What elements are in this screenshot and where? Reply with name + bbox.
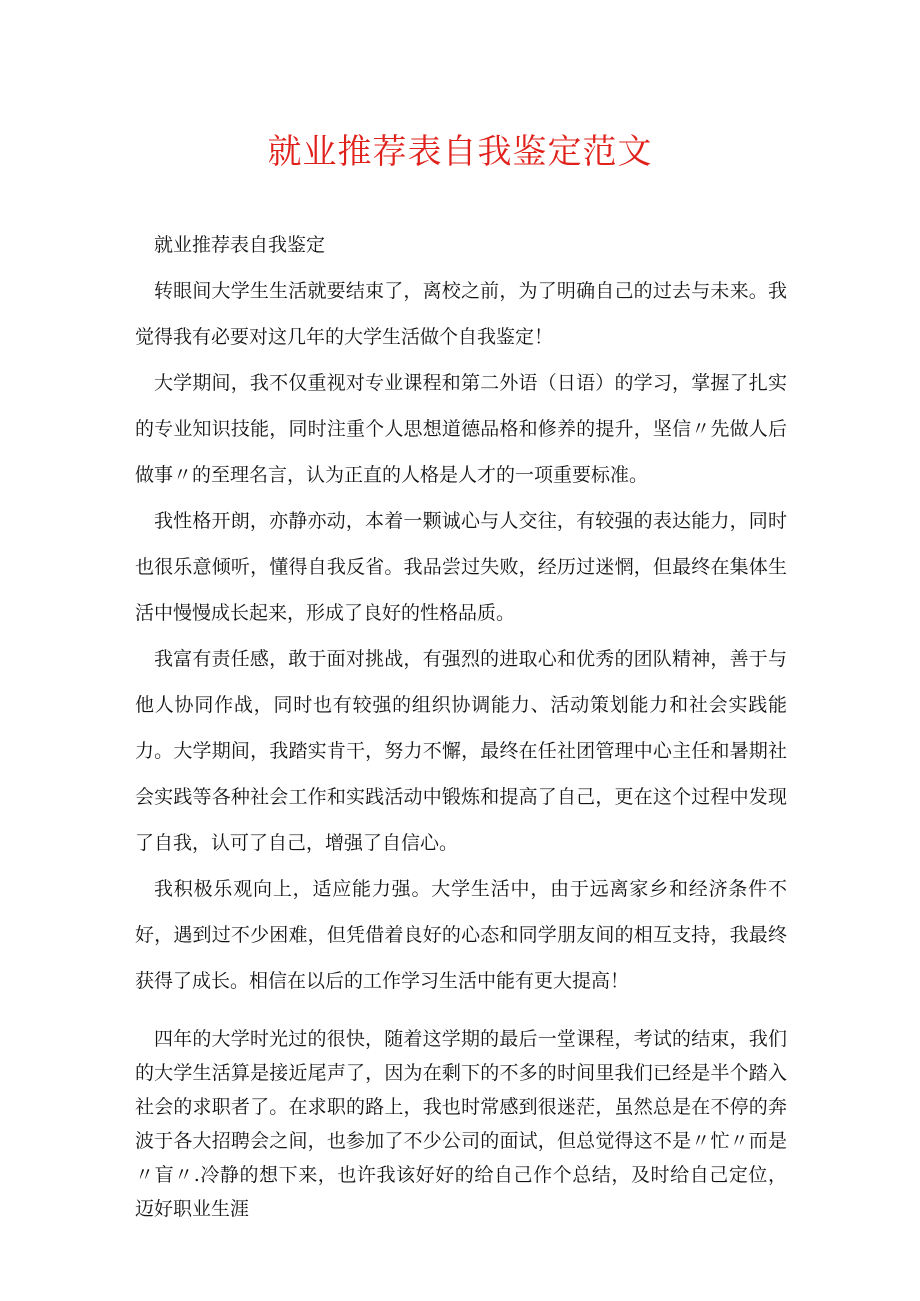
- paragraph-6: 四年的大学时光过的很快，随着这学期的最后一堂课程，考试的结束，我们的大学生活算是接近尾声了，因为在剩下的不多的时间里我们已经是半个踏入社会的求职者了。在求职的路上，我也时常感到很迷茫，虽然总是在不停的奔波于各大招聘会之间，也参加了不少公司的面试，但总觉得这不是〃忙〃而是〃盲〃.冷静的想下来，也许我该好好的给自己作个总结，及时给自己定位，迈好职业生涯: [135, 1028, 787, 1220]
- document-title: 就业推荐表自我鉴定范文: [267, 132, 653, 172]
- document-body: [135, 222, 787, 1245]
- paragraph-1: 转眼间大学生生活就要结束了，离校之前，为了明确自己的过去与未来。我觉得我有必要对这几年的大学生活做个自我鉴定！: [135, 280, 787, 348]
- document-subtitle: 就业推荐表自我鉴定: [154, 234, 326, 256]
- paragraph-4: 我富有责任感，敢于面对挑战，有强烈的进取心和优秀的团队精神，善于与他人协同作战，同时也有较强的组织协调能力、活动策划能力和社会实践能力。大学期间，我踏实肯干，努力不懈，最终在任社团管理中心主任和暑期社会实践等各种社会工作和实践活动中锻炼和提高了自己，更在这个过程中发现了自我，认可了自己，增强了自信心。: [135, 648, 787, 854]
- paragraph-5: 我积极乐观向上，适应能力强。大学生活中，由于远离家乡和经济条件不好，遇到过不少困难，但凭借着良好的心态和同学朋友间的相互支持，我最终获得了成长。相信在以后的工作学习生活中能有更大提高！: [135, 878, 787, 992]
- paragraph-3: 我性格开朗，亦静亦动，本着一颗诚心与人交往，有较强的表达能力，同时也很乐意倾听，懂得自我反省。我品尝过失败，经历过迷惘，但最终在集体生活中慢慢成长起来，形成了良好的性格品质。: [135, 510, 787, 624]
- paragraph-2: 大学期间，我不仅重视对专业课程和第二外语（日语）的学习，掌握了扎实的专业知识技能，同时注重个人思想道德品格和修养的提升，坚信〃先做人后做事〃的至理名言，认为正直的人格是人才的一项重要标准。: [135, 372, 787, 486]
